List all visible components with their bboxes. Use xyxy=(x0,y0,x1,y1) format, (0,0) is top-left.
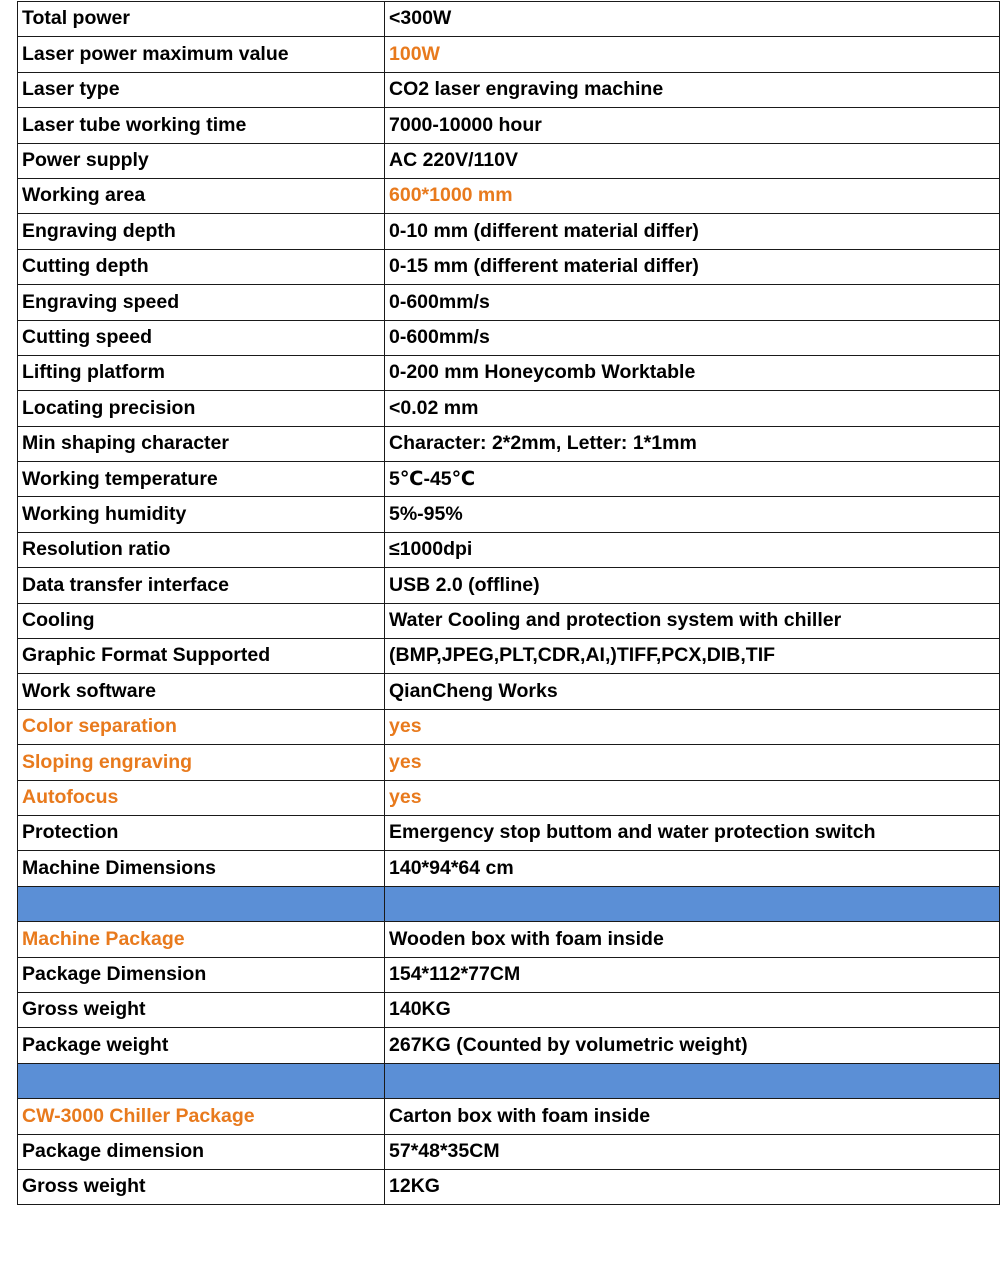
spec-row xyxy=(18,355,1000,390)
spec-row xyxy=(18,532,1000,567)
spec-value: yes xyxy=(385,780,1000,815)
spec-value: yes xyxy=(385,709,1000,744)
spec-value: 5%-95% xyxy=(385,497,1000,532)
spec-row xyxy=(18,709,1000,744)
spec-label: Lifting platform xyxy=(18,355,385,390)
spec-row xyxy=(18,780,1000,815)
spec-value: 140*94*64 cm xyxy=(385,851,1000,886)
spec-row xyxy=(18,851,1000,886)
spec-row xyxy=(18,214,1000,249)
spec-row xyxy=(18,178,1000,213)
spec-label: Protection xyxy=(18,815,385,850)
spec-label: Graphic Format Supported xyxy=(18,639,385,674)
spec-value: Emergency stop buttom and water protection switch xyxy=(385,815,1000,850)
spec-row xyxy=(18,639,1000,674)
spec-label: Work software xyxy=(18,674,385,709)
spec-value: 0-600mm/s xyxy=(385,285,1000,320)
spec-value: 0-600mm/s xyxy=(385,320,1000,355)
spec-row xyxy=(18,1134,1000,1169)
divider-cell xyxy=(385,1063,1000,1098)
spec-row xyxy=(18,922,1000,957)
spec-label: Color separation xyxy=(18,709,385,744)
spec-value: Water Cooling and protection system with chiller xyxy=(385,603,1000,638)
spec-value: USB 2.0 (offline) xyxy=(385,568,1000,603)
divider-cell xyxy=(385,886,1000,921)
spec-label: Package dimension xyxy=(18,1134,385,1169)
spec-label: Working area xyxy=(18,178,385,213)
spec-row xyxy=(18,462,1000,497)
spec-label: Power supply xyxy=(18,143,385,178)
spec-value: 600*1000 mm xyxy=(385,178,1000,213)
spec-label: Resolution ratio xyxy=(18,532,385,567)
spec-row xyxy=(18,957,1000,992)
spec-row xyxy=(18,320,1000,355)
spec-row xyxy=(18,72,1000,107)
spec-row xyxy=(18,143,1000,178)
spec-value: 0-15 mm (different material differ) xyxy=(385,249,1000,284)
spec-value: 7000-10000 hour xyxy=(385,108,1000,143)
spec-value: Character: 2*2mm, Letter: 1*1mm xyxy=(385,426,1000,461)
spec-row xyxy=(18,603,1000,638)
spec-label: Data transfer interface xyxy=(18,568,385,603)
section-divider-row xyxy=(18,1063,1000,1098)
spec-label: Autofocus xyxy=(18,780,385,815)
spec-value: 57*48*35CM xyxy=(385,1134,1000,1169)
spec-row xyxy=(18,391,1000,426)
spec-value: CO2 laser engraving machine xyxy=(385,72,1000,107)
spec-row xyxy=(18,674,1000,709)
spec-row xyxy=(18,285,1000,320)
spec-value: (BMP,JPEG,PLT,CDR,AI,)TIFF,PCX,DIB,TIF xyxy=(385,639,1000,674)
spec-value: 0-10 mm (different material differ) xyxy=(385,214,1000,249)
spec-value: 5℃-45℃ xyxy=(385,462,1000,497)
spec-label: Cutting depth xyxy=(18,249,385,284)
spec-value: 0-200 mm Honeycomb Worktable xyxy=(385,355,1000,390)
divider-cell xyxy=(18,886,385,921)
spec-row xyxy=(18,108,1000,143)
spec-label: Laser tube working time xyxy=(18,108,385,143)
spec-value: ≤1000dpi xyxy=(385,532,1000,567)
spec-label: Total power xyxy=(18,2,385,37)
spec-row xyxy=(18,1169,1000,1204)
spec-row xyxy=(18,497,1000,532)
spec-label: Cutting speed xyxy=(18,320,385,355)
spec-value: 154*112*77CM xyxy=(385,957,1000,992)
spec-value: 140KG xyxy=(385,992,1000,1027)
spec-label: Laser power maximum value xyxy=(18,37,385,72)
spec-row xyxy=(18,2,1000,37)
spec-value: <300W xyxy=(385,2,1000,37)
spec-row xyxy=(18,1099,1000,1134)
spec-row xyxy=(18,249,1000,284)
spec-row xyxy=(18,745,1000,780)
spec-value: 12KG xyxy=(385,1169,1000,1204)
spec-row xyxy=(18,815,1000,850)
spec-label: CW-3000 Chiller Package xyxy=(18,1099,385,1134)
spec-label: Gross weight xyxy=(18,1169,385,1204)
spec-label: Machine Package xyxy=(18,922,385,957)
spec-value: yes xyxy=(385,745,1000,780)
spec-label: Cooling xyxy=(18,603,385,638)
spec-row xyxy=(18,1028,1000,1063)
spec-value: <0.02 mm xyxy=(385,391,1000,426)
spec-row xyxy=(18,37,1000,72)
spec-label: Sloping engraving xyxy=(18,745,385,780)
spec-label: Gross weight xyxy=(18,992,385,1027)
spec-row xyxy=(18,992,1000,1027)
spec-row xyxy=(18,568,1000,603)
spec-label: Locating precision xyxy=(18,391,385,426)
spec-value: 267KG (Counted by volumetric weight) xyxy=(385,1028,1000,1063)
spec-value: Wooden box with foam inside xyxy=(385,922,1000,957)
section-divider-row xyxy=(18,886,1000,921)
spec-table-body xyxy=(18,2,1000,1205)
spec-table xyxy=(17,1,1000,1205)
spec-label: Package weight xyxy=(18,1028,385,1063)
spec-label: Package Dimension xyxy=(18,957,385,992)
spec-label: Working humidity xyxy=(18,497,385,532)
spec-value: AC 220V/110V xyxy=(385,143,1000,178)
spec-row xyxy=(18,426,1000,461)
divider-cell xyxy=(18,1063,385,1098)
spec-label: Min shaping character xyxy=(18,426,385,461)
spec-label: Working temperature xyxy=(18,462,385,497)
spec-value: Carton box with foam inside xyxy=(385,1099,1000,1134)
spec-label: Engraving depth xyxy=(18,214,385,249)
spec-label: Engraving speed xyxy=(18,285,385,320)
spec-value: QianCheng Works xyxy=(385,674,1000,709)
spec-label: Laser type xyxy=(18,72,385,107)
spec-label: Machine Dimensions xyxy=(18,851,385,886)
spec-value: 100W xyxy=(385,37,1000,72)
